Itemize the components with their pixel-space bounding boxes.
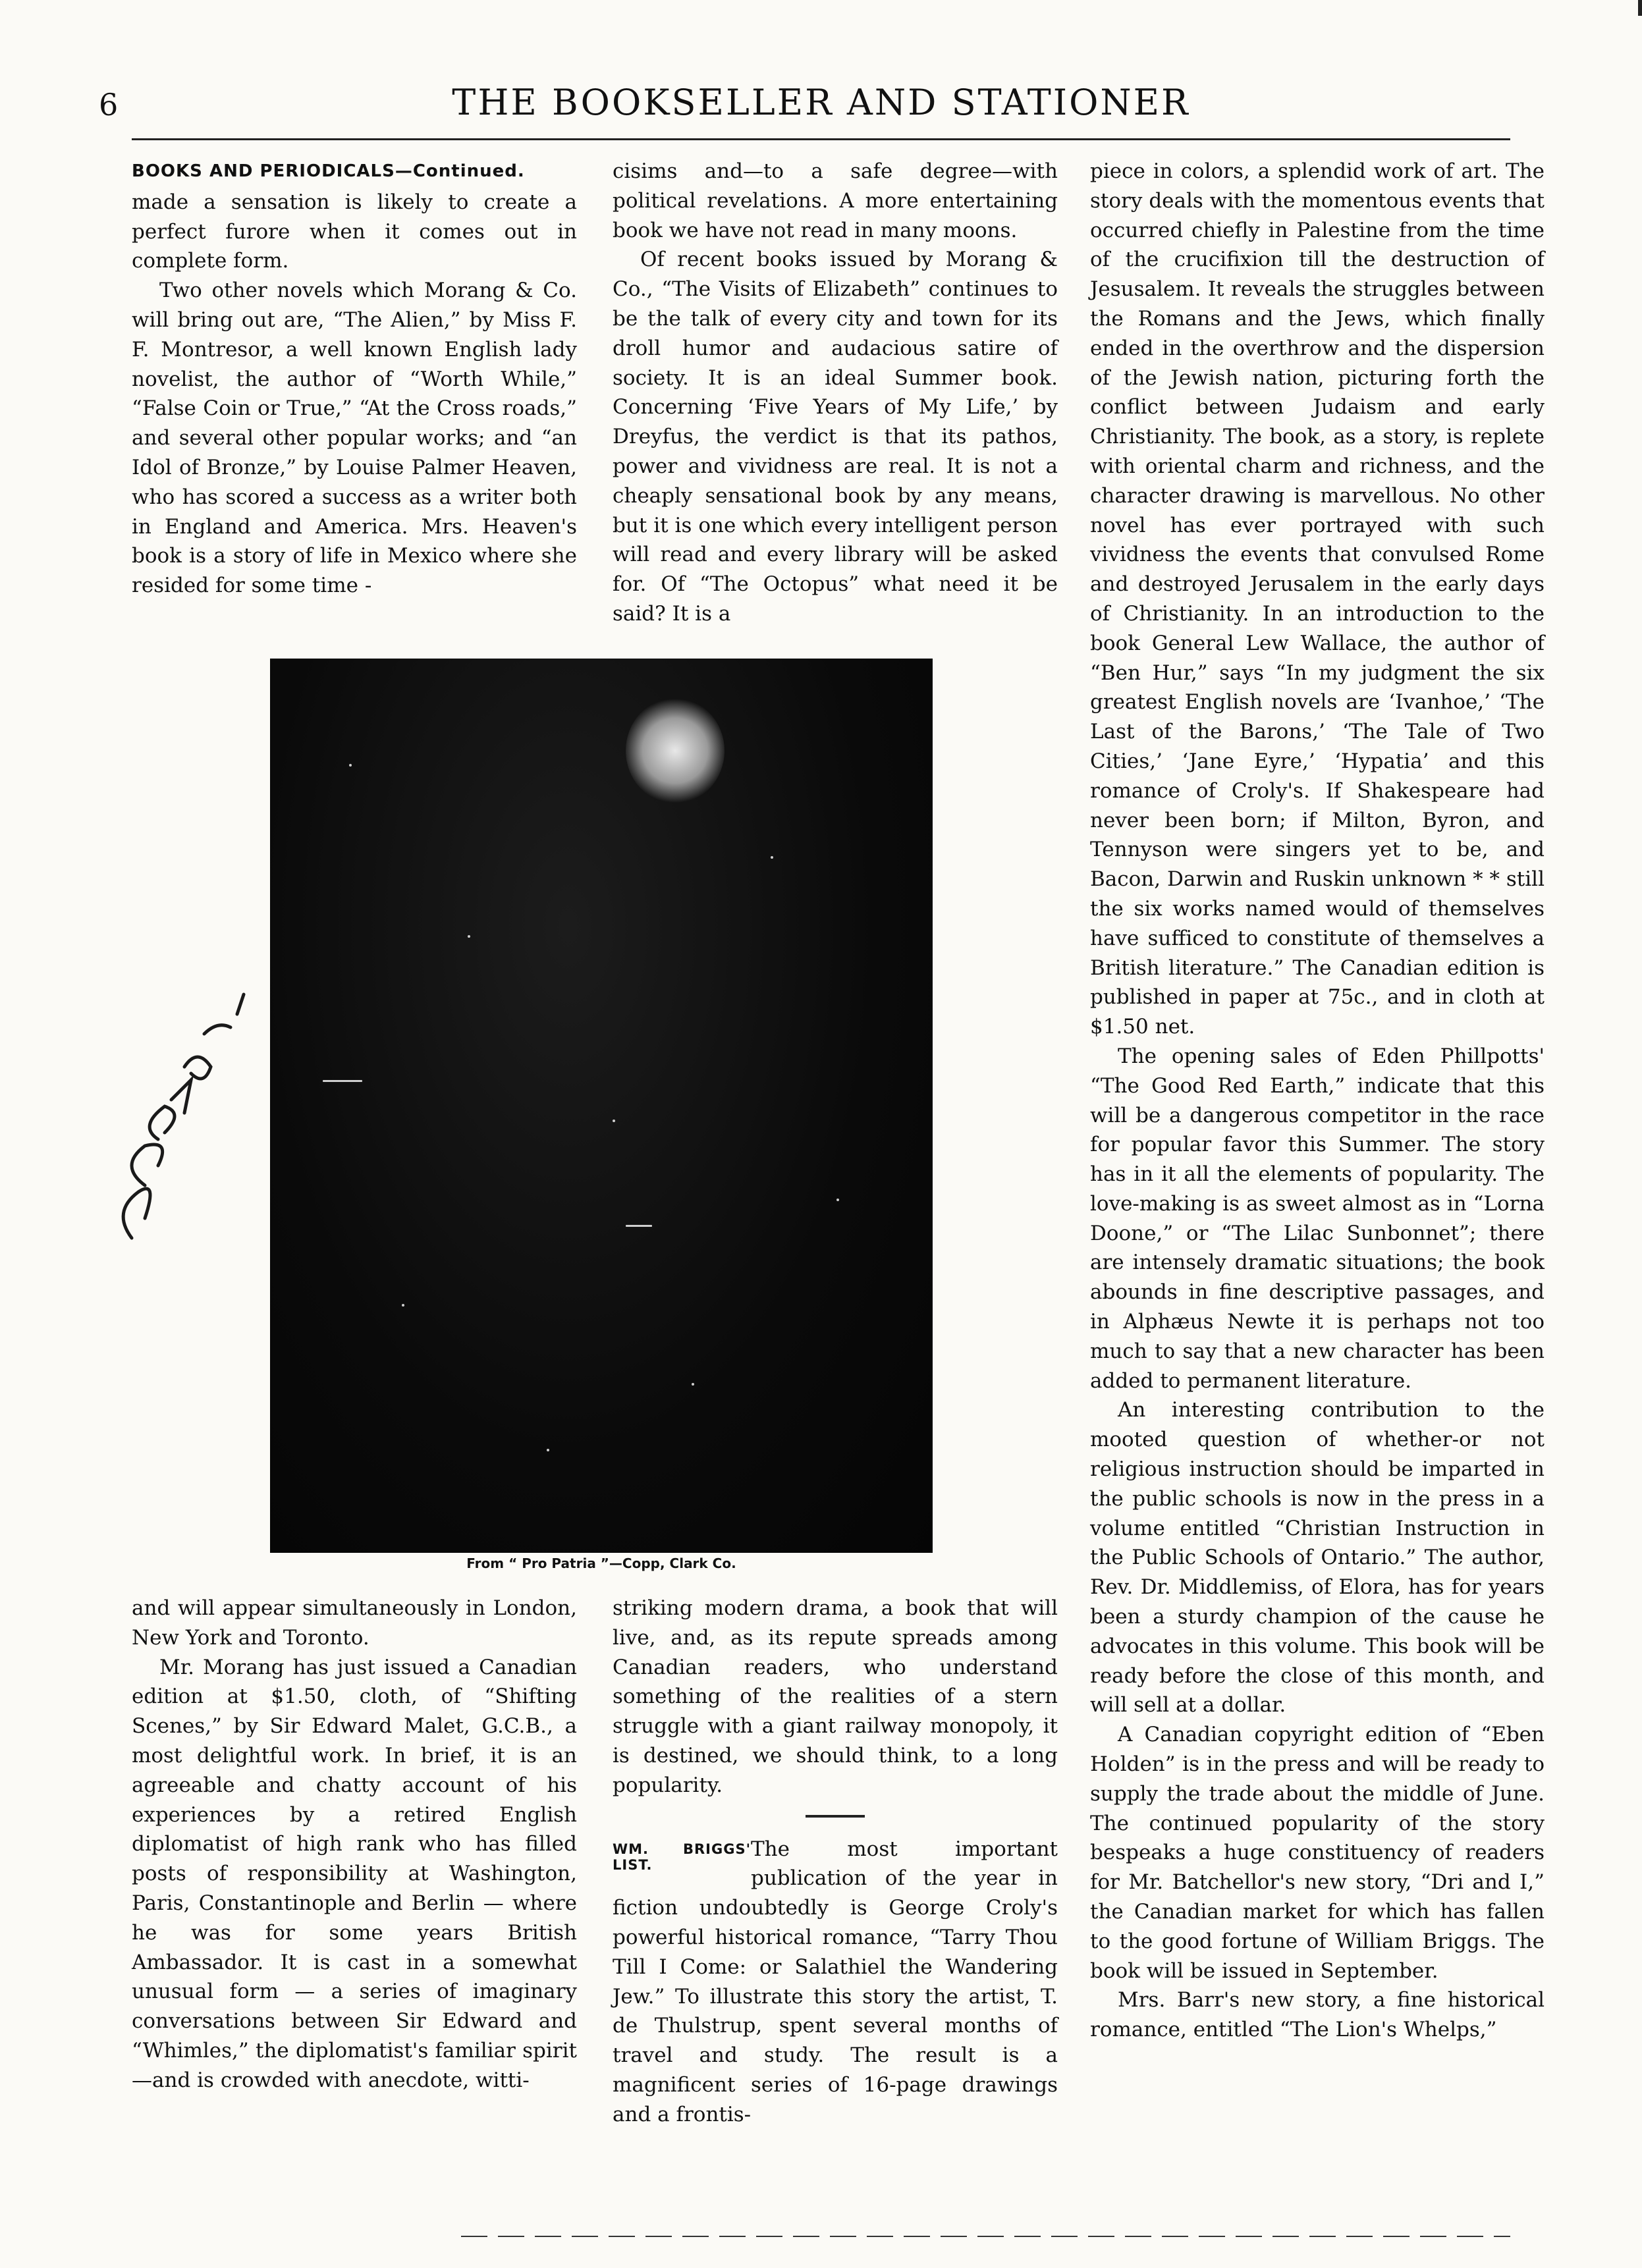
paragraph: striking modern drama, a book that will live, and, as its repute spreads among Canadian readers, who understand something of the realities of a stern struggle with a giant railway monopoly, it is destined, we should think, to a long popularity. xyxy=(613,1596,1058,1797)
paragraph: Mr. Morang has just issued a Canadian edition at $1.50, cloth, of “Shifting Scenes,” by Sir Edward Malet, G.C.B., a most delightful work. In brief, it is an agreeable and chatty account of his experiences by a retired English diplomatist of high rank who has filled posts of responsibility at Washington, Paris, Constantinople and Berlin — where he was for some years British Ambassador. It is cast in a somewhat unusual form — a series of imaginary conversations between Sir Edward and “Whimles,” the diplomatist's familiar spirit—and is crowded with anecdote, witti- xyxy=(132,1655,577,2092)
handwritten-annotation xyxy=(105,988,277,1264)
paragraph: The opening sales of Eden Phillpotts' “The Good Red Earth,” indicate that this will be a dangerous competitor in the race for popular favor this Summer. The story has in it all the elements of popularity. The love-making is as sweet almost as in “Lorna Doone,” or “The Lilac Sunbonnet”; there are intensely dramatic situations; the book abounds in fine descriptive passages, and in Alphæus Newte it is perhaps not too much to say that a new character has been added to permanent literature. xyxy=(1090,1044,1545,1393)
column-3 xyxy=(1090,157,1545,2178)
column-1-bottom xyxy=(132,1594,577,2173)
paragraph: Two other novels which Morang & Co. will bring out are, “The Alien,” by Miss F. F. Montresor, a well known English lady novelist, the author of “Worth While,” “False Coin or True,” “At the Cross roads,” and several other popular works; and “an Idol of Bronze,” by Louise Palmer Heaven, who has scored a success as a writer both in England and America. Mrs. Heaven's book is a story of life in Mexico where she resided for some time - xyxy=(132,279,577,598)
illustration-caption: From “ Pro Patria ”—Copp, Clark Co. xyxy=(466,1555,736,1571)
paragraph: A Canadian copyright edition of “Eben Holden” is in the press and will be ready to supply the trade about the middle of June. The continued popularity of the story bespeaks a huge constituency of readers for Mr. Batchellor's new story, “Dri and I,” the Canadian market for which has fallen to the good fortune of William Briggs. The book will be issued in September. xyxy=(1090,1723,1545,1983)
column-2-top xyxy=(613,157,1058,626)
photo-highlight xyxy=(626,698,725,803)
paragraph: Of recent books issued by Morang & Co., “The Visits of Elizabeth” continues to be the talk of every city and town for its droll humor and audacious satire of society. It is an ideal Summer book. Concerning ‘Five Years of My Life,’ by Dreyfus, the verdict is that its pathos, power and vividness are real. It is not a cheaply sensational book by any means, but it is one which every intelligent person will read and every library will be asked for. Of “The Octopus” what need it be said? It is a xyxy=(613,248,1058,626)
column-1-top xyxy=(132,157,577,611)
column-2-bottom xyxy=(613,1594,1058,2173)
paragraph: An interesting contribution to the mooted question of whether-or not religious instruction should be imparted in the public schools is now in the press in a volume entitled “Christian Instruction in the Public Schools of Ontario.” The author, Rev. Dr. Middlemiss, of Elora, has for years been a sturdy champion of the cause he advocates in this volume. This book will be ready before the close of this month, and will sell at a dollar. xyxy=(1090,1398,1545,1717)
section-divider xyxy=(806,1815,865,1818)
illustration-photo xyxy=(270,659,933,1553)
paragraph: The most important publication of the year in fiction undoubtedly is George Croly's powerful historical romance, “Tarry Thou Till I Come: or Salathiel the Wandering Jew.” To illustrate this story the artist, T. de Thulstrup, spent several months of travel and study. The result is a magnificent series of 16-page drawings and a frontis- xyxy=(613,1837,1058,2126)
section-heading: BOOKS AND PERIODICALS—Continued. xyxy=(132,161,525,181)
list-label: WM. BRIGGS' LIST. xyxy=(613,1841,751,1873)
header-rule xyxy=(132,138,1510,140)
bottom-rule xyxy=(461,2236,1510,2237)
paragraph: cisims and—to a safe degree—with political revelations. A more entertaining book we have not read in many moons. xyxy=(613,159,1058,242)
paragraph: made a sensation is likely to create a perfect furore when it comes out in complete form. xyxy=(132,190,577,273)
paragraph: Mrs. Barr's new story, a fine historical romance, entitled “The Lion's Whelps,” xyxy=(1090,1988,1545,2042)
paragraph: piece in colors, a splendid work of art. The story deals with the momentous events that occurred chiefly in Palestine from the time of the crucifixion till the destruction of Jesusalem. It reveals the struggles between the Romans and the Jews, which finally ended in the overthrow and the dispersion of the Jewish nation, picturing forth the conflict between Judaism and early Christianity. The book, as a story, is replete with oriental charm and richness, and the character drawing is marvellous. No other novel has ever portrayed with such vividness the events that convulsed Rome and destroyed Jerusalem in the early days of Christianity. In an introduction to the book General Lew Wallace, the author of “Ben Hur,” says “In my judgment the six greatest English novels are ‘Ivanhoe,’ ‘The Last of the Barons,’ ‘The Tale of Two Cities,’ ‘Jane Eyre,’ ‘Hypatia’ and this romance of Croly's. If Shakespeare had never been born; if Milton, Byron, and Tennyson were singers yet to be, and Bacon, Darwin and Ruskin unknown * * still the six works named would of themselves have sufficed to constitute of themselves a British literature.” The Canadian edition is published in paper at 75c., and in cloth at $1.50 net. xyxy=(1090,159,1545,1039)
running-head: THE BOOKSELLER AND STATIONER xyxy=(452,82,1190,123)
edge-mark xyxy=(1638,0,1642,16)
page-number: 6 xyxy=(99,87,119,122)
paragraph: and will appear simultaneously in London, New York and Toronto. xyxy=(132,1596,577,1650)
